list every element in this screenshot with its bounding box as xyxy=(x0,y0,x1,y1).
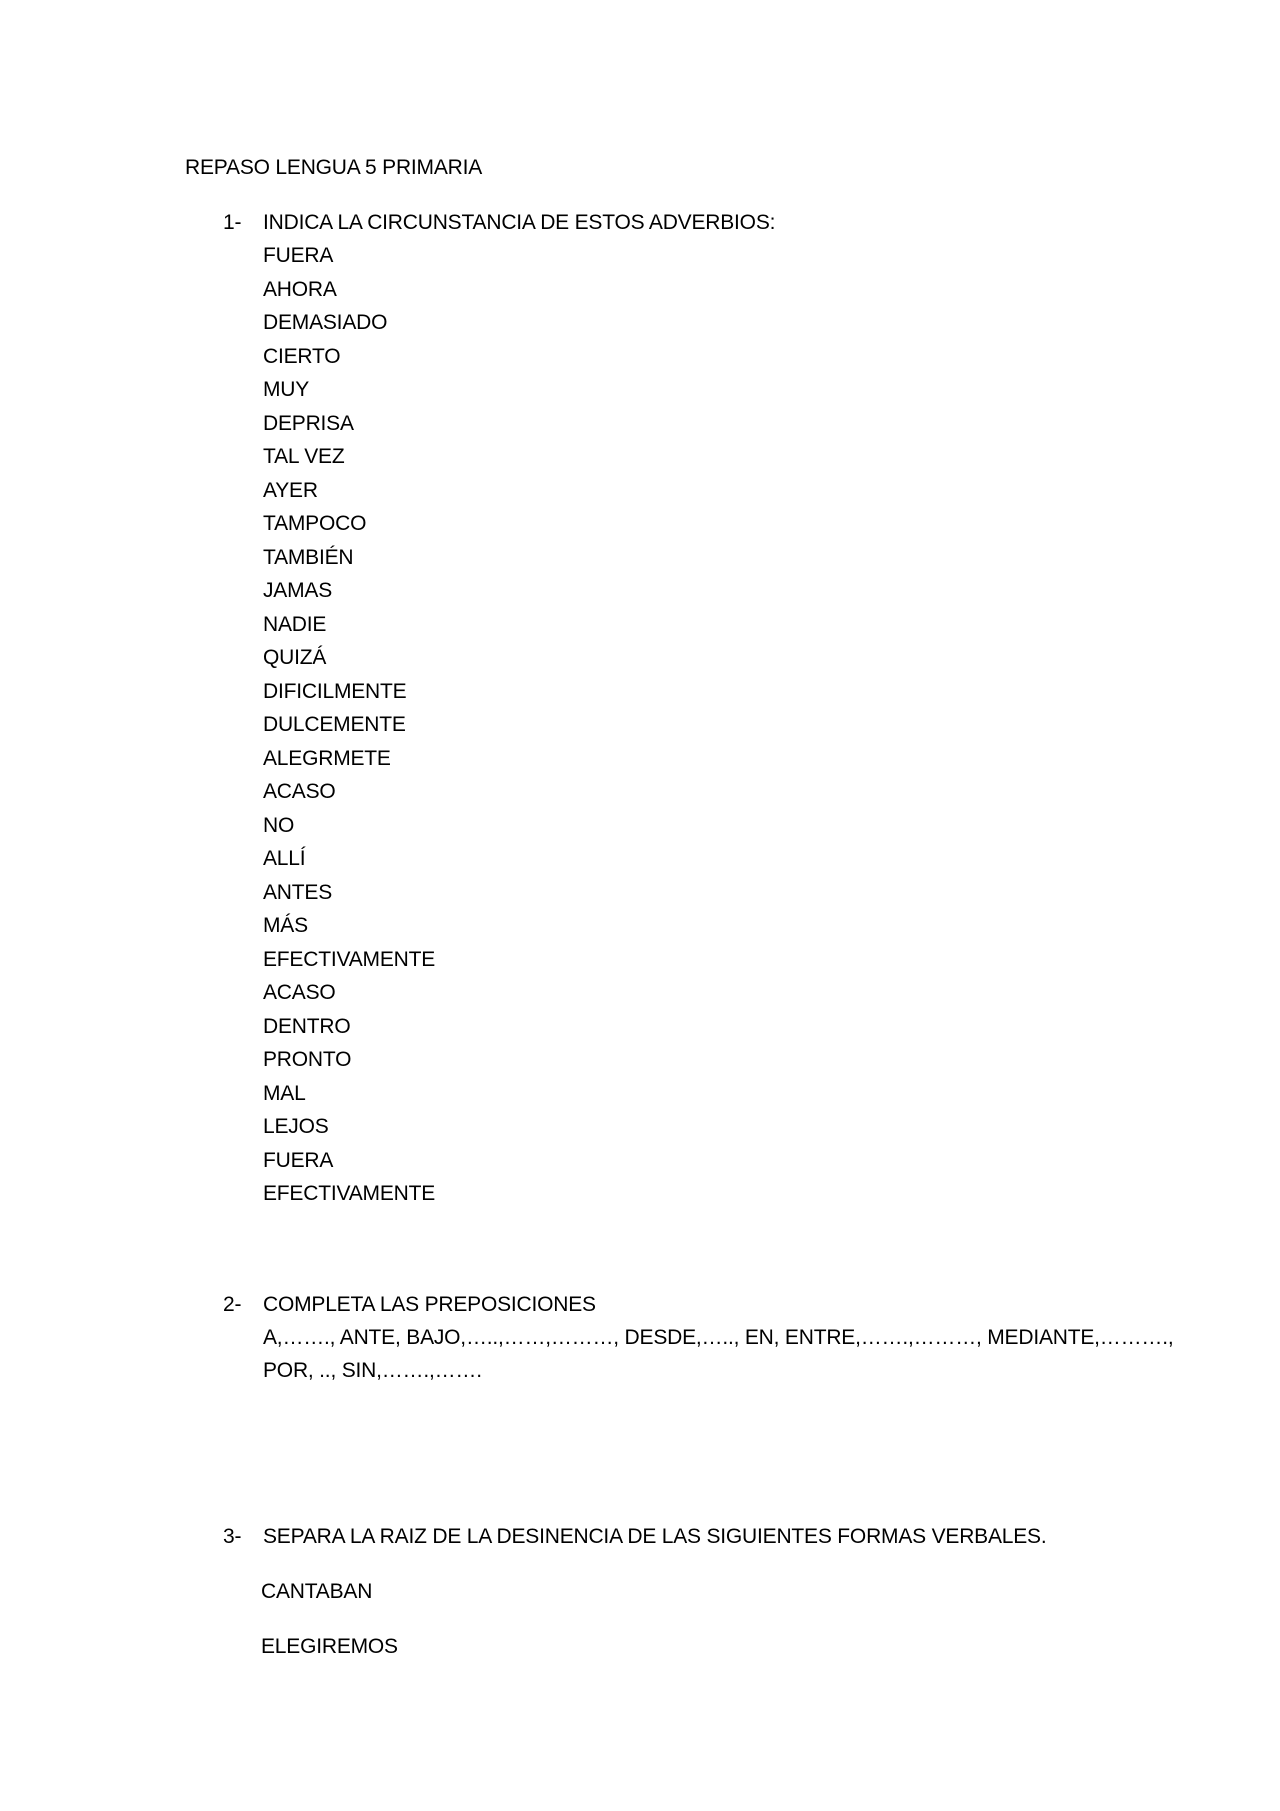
list-item: EFECTIVAMENTE xyxy=(263,1182,436,1205)
list-item: CIERTO xyxy=(263,344,341,368)
list-item: ANTES xyxy=(263,880,333,904)
list-item: NADIE xyxy=(263,612,327,636)
preposition-line: A,……., ANTE, BAJO,…..,……,………, DESDE,….., EN, ENTRE,…….,………, MEDIANTE,………., xyxy=(263,1326,1174,1349)
section-number: 3- xyxy=(223,1525,242,1548)
list-item: TAL VEZ xyxy=(263,445,345,468)
verb-form: ELEGIREMOS xyxy=(261,1635,398,1658)
section-1-header xyxy=(223,210,1123,243)
list-item: PRONTO xyxy=(263,1048,352,1071)
section-2 xyxy=(223,1292,1174,1391)
list-item: FUERA xyxy=(263,1148,334,1172)
list-item: DENTRO xyxy=(263,1014,351,1038)
list-item: ALEGRMETE xyxy=(263,746,391,770)
list-item: DEPRISA xyxy=(263,411,354,435)
list-item: ACASO xyxy=(263,981,336,1004)
verb-form: CANTABAN xyxy=(261,1580,373,1603)
preposition-line: POR, .., SIN,…….,……. xyxy=(263,1359,482,1382)
list-item: LEJOS xyxy=(263,1115,329,1138)
section-3-header xyxy=(223,1524,1123,1557)
list-item: AHORA xyxy=(263,277,337,301)
document-title: REPASO LENGUA 5 PRIMARIA xyxy=(185,156,483,179)
list-item: NO xyxy=(263,813,295,837)
list-item: DEMASIADO xyxy=(263,311,388,334)
list-item: MUY xyxy=(263,378,310,401)
section-2-header xyxy=(223,1292,1123,1325)
section-number: 2- xyxy=(223,1293,242,1316)
list-item: JAMAS xyxy=(263,579,333,602)
section-heading: SEPARA LA RAIZ DE LA DESINENCIA DE LAS SIGUIENTES FORMAS VERBALES. xyxy=(263,1525,1047,1548)
section-3 xyxy=(223,1524,1123,1660)
list-item: DIFICILMENTE xyxy=(263,679,407,703)
list-item: TAMBIÉN xyxy=(263,545,354,569)
list-item: AYER xyxy=(263,478,318,502)
section-heading: INDICA LA CIRCUNSTANCIA DE ESTOS ADVERBIOS: xyxy=(263,211,776,234)
section-number: 1- xyxy=(223,211,242,234)
list-item: MÁS xyxy=(263,914,308,937)
section-1 xyxy=(223,210,1123,1215)
list-item: ALLÍ xyxy=(263,847,306,870)
list-item: QUIZÁ xyxy=(263,646,327,669)
list-item: FUERA xyxy=(263,244,334,267)
adverb-list xyxy=(263,243,1123,1215)
list-item: DULCEMENTE xyxy=(263,713,406,736)
list-item: ACASO xyxy=(263,780,336,803)
list-item: TAMPOCO xyxy=(263,512,367,535)
list-item: EFECTIVAMENTE xyxy=(263,947,436,971)
list-item: MAL xyxy=(263,1081,306,1105)
section-heading: COMPLETA LAS PREPOSICIONES xyxy=(263,1293,596,1316)
